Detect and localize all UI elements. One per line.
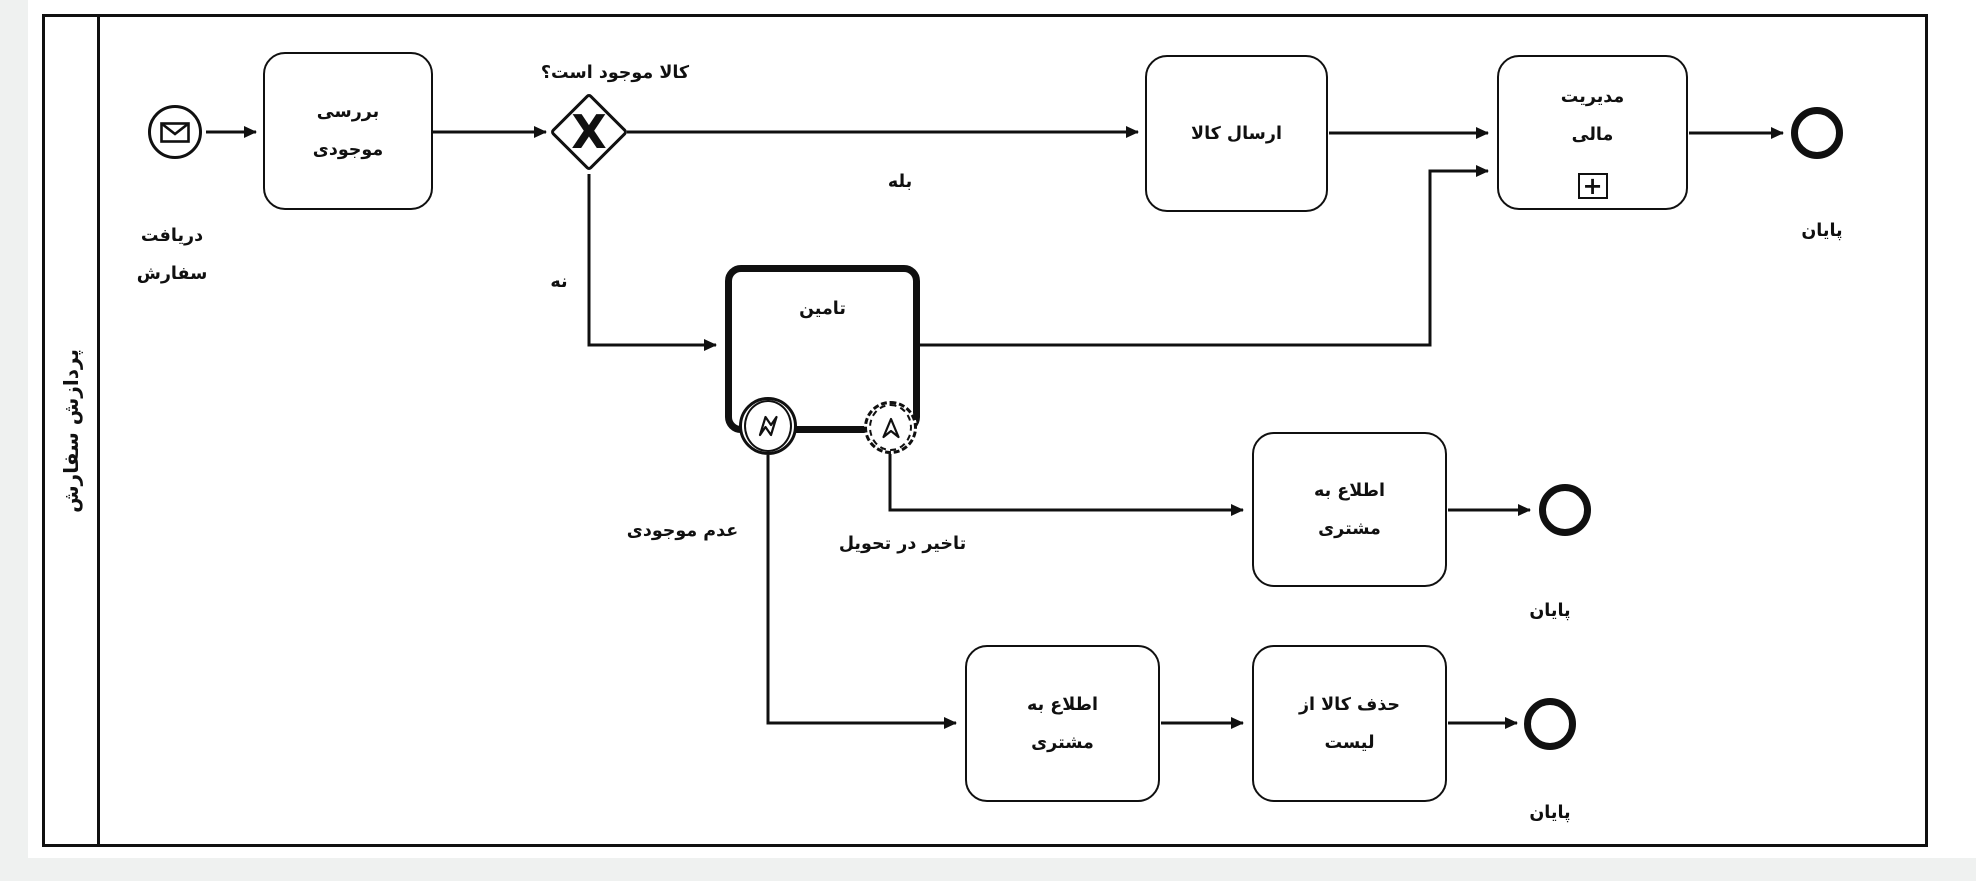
task-ship-goods[interactable]: ارسال کالا — [1145, 55, 1328, 212]
error-event-inner-circle — [744, 400, 792, 452]
flow-label-no: نه — [550, 272, 568, 292]
gateway-question-label: کالا موجود است؟ — [540, 63, 690, 83]
task-check-stock[interactable]: بررسی موجودی — [263, 52, 433, 210]
task-notify-customer-bottom[interactable]: اطلاع به مشتری — [965, 645, 1160, 802]
flow-escalation-to-notify-mid — [890, 454, 1243, 510]
boundary-event-error[interactable] — [739, 397, 797, 455]
flow-label-delivery-delay: تاخیر در تحویل — [838, 534, 967, 554]
task-notify-customer-mid[interactable]: اطلاع به مشتری — [1252, 432, 1447, 587]
task-remove-item-from-list[interactable]: حذف کالا از لیست — [1252, 645, 1447, 802]
escalation-arrow-icon — [880, 417, 902, 439]
end-event-top-label: پایان — [1801, 221, 1843, 241]
end-event-top[interactable] — [1791, 107, 1843, 159]
subprocess-plus-marker-icon: + — [1578, 173, 1608, 199]
message-envelope-icon — [160, 122, 190, 143]
boundary-event-escalation[interactable] — [864, 401, 917, 454]
subprocess-supply[interactable]: تامین — [725, 265, 920, 433]
end-event-mid-label: پایان — [1529, 601, 1571, 621]
start-event-label: دریافت سفارش — [136, 226, 208, 284]
start-event-receive-order[interactable] — [148, 105, 202, 159]
end-event-bottom[interactable] — [1524, 698, 1576, 750]
escalation-event-inner-circle — [869, 404, 912, 451]
error-lightning-icon — [756, 414, 780, 438]
gateway-x-marker: X — [571, 105, 607, 159]
end-event-mid[interactable] — [1539, 484, 1591, 536]
flow-label-yes: بله — [887, 172, 913, 192]
subprocess-financial-management[interactable]: مدیریت مالی + — [1497, 55, 1688, 210]
flow-gateway-no-to-supply — [589, 174, 716, 345]
flow-label-no-stock: عدم موجودی — [626, 521, 739, 541]
flow-error-to-notify-bottom — [768, 455, 956, 723]
end-event-bottom-label: پایان — [1529, 803, 1571, 823]
pool-label: پردازش سفارش — [59, 348, 84, 513]
